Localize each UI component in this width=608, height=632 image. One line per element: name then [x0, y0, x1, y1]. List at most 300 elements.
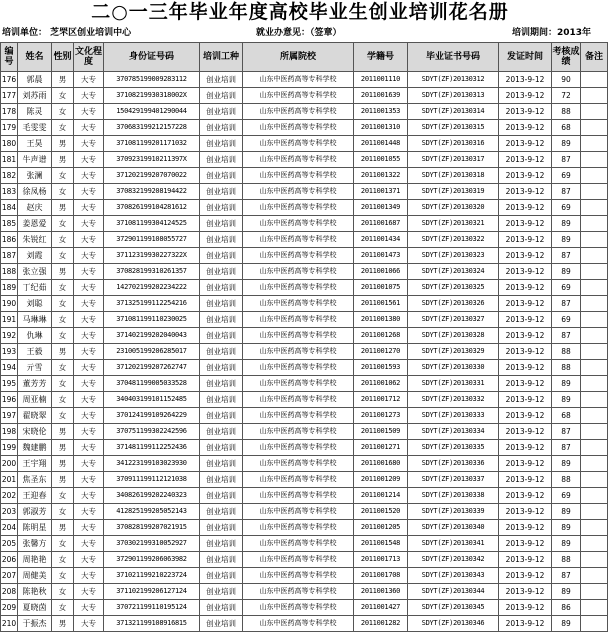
cell-school: 山东中医药高等专科学校: [243, 600, 354, 616]
cell-course: 创业培训: [200, 312, 243, 328]
cell-sex: 女: [52, 168, 74, 184]
cell-name: 翟晓翠: [18, 408, 52, 424]
cell-certificate: SDYT(ZF)20130316: [408, 136, 499, 152]
cell-id-number: 231005199206285017: [104, 344, 200, 360]
cell-issue-date: 2013-9-12: [499, 360, 552, 376]
cell-name: 郭晨: [18, 72, 52, 88]
cell-course: 创业培训: [200, 280, 243, 296]
cell-education: 大专: [74, 504, 104, 520]
table-row: [1, 520, 608, 536]
cell-school: 山东中医药高等专科学校: [243, 88, 354, 104]
cell-no: 191: [1, 312, 18, 328]
cell-sex: 女: [52, 120, 74, 136]
cell-no: 209: [1, 600, 18, 616]
cell-score: 69: [552, 488, 581, 504]
cell-no: 189: [1, 280, 18, 296]
cell-score: 90: [552, 72, 581, 88]
cell-education: 大专: [74, 456, 104, 472]
cell-sex: 女: [52, 600, 74, 616]
cell-sex: 女: [52, 376, 74, 392]
cell-certificate: SDYT(ZF)20130325: [408, 280, 499, 296]
cell-remark: [581, 536, 608, 552]
cell-education: 大专: [74, 232, 104, 248]
cell-score: 68: [552, 120, 581, 136]
cell-no: 176: [1, 72, 18, 88]
cell-certificate: SDYT(ZF)20130329: [408, 344, 499, 360]
cell-remark: [581, 376, 608, 392]
cell-certificate: SDYT(ZF)20130323: [408, 248, 499, 264]
table-row: [1, 248, 608, 264]
cell-issue-date: 2013-9-12: [499, 472, 552, 488]
cell-course: 创业培训: [200, 536, 243, 552]
cell-issue-date: 2013-9-12: [499, 264, 552, 280]
cell-sex: 女: [52, 104, 74, 120]
cell-student-id: 2011001110: [354, 72, 408, 88]
cell-id-number: 340403199101152485: [104, 392, 200, 408]
cell-certificate: SDYT(ZF)20130313: [408, 88, 499, 104]
cell-certificate: SDYT(ZF)20130328: [408, 328, 499, 344]
cell-remark: [581, 344, 608, 360]
cell-student-id: 2011001268: [354, 328, 408, 344]
cell-school: 山东中医药高等专科学校: [243, 232, 354, 248]
cell-school: 山东中医药高等专科学校: [243, 184, 354, 200]
cell-id-number: 370832199208194422: [104, 184, 200, 200]
cell-no: 187: [1, 248, 18, 264]
cell-name: 王毅: [18, 344, 52, 360]
cell-student-id: 2011001639: [354, 88, 408, 104]
cell-education: 大专: [74, 408, 104, 424]
cell-remark: [581, 504, 608, 520]
cell-school: 山东中医药高等专科学校: [243, 200, 354, 216]
cell-name: 陈艳秋: [18, 584, 52, 600]
cell-issue-date: 2013-9-12: [499, 584, 552, 600]
cell-school: 山东中医药高等专科学校: [243, 72, 354, 88]
cell-certificate: SDYT(ZF)20130326: [408, 296, 499, 312]
cell-no: 192: [1, 328, 18, 344]
table-row: [1, 152, 608, 168]
cell-student-id: 2011001214: [354, 488, 408, 504]
cell-certificate: SDYT(ZF)20130336: [408, 456, 499, 472]
cell-no: 194: [1, 360, 18, 376]
cell-education: 大专: [74, 200, 104, 216]
cell-no: 207: [1, 568, 18, 584]
cell-school: 山东中医药高等专科学校: [243, 472, 354, 488]
cell-course: 创业培训: [200, 408, 243, 424]
cell-education: 大专: [74, 424, 104, 440]
cell-course: 创业培训: [200, 520, 243, 536]
cell-sex: 女: [52, 536, 74, 552]
cell-student-id: 2011001360: [354, 584, 408, 600]
cell-id-number: 371202199207070022: [104, 168, 200, 184]
cell-score: 89: [552, 616, 581, 632]
cell-no: 182: [1, 168, 18, 184]
cell-no: 201: [1, 472, 18, 488]
cell-student-id: 2011001322: [354, 168, 408, 184]
cell-course: 创业培训: [200, 360, 243, 376]
cell-certificate: SDYT(ZF)20130334: [408, 424, 499, 440]
cell-id-number: 370683199212157228: [104, 120, 200, 136]
cell-sex: 男: [52, 440, 74, 456]
cell-id-number: 371202199207262747: [104, 360, 200, 376]
cell-score: 69: [552, 280, 581, 296]
cell-student-id: 2011001310: [354, 120, 408, 136]
cell-course: 创业培训: [200, 216, 243, 232]
cell-remark: [581, 392, 608, 408]
cell-sex: 女: [52, 328, 74, 344]
cell-name: 张立强: [18, 264, 52, 280]
cell-score: 86: [552, 600, 581, 616]
cell-course: 创业培训: [200, 152, 243, 168]
cell-no: 181: [1, 152, 18, 168]
cell-name: 陈明星: [18, 520, 52, 536]
cell-name: 王宇翔: [18, 456, 52, 472]
cell-certificate: SDYT(ZF)20130343: [408, 568, 499, 584]
cell-id-number: 340826199202240323: [104, 488, 200, 504]
cell-sex: 女: [52, 584, 74, 600]
cell-certificate: SDYT(ZF)20130345: [408, 600, 499, 616]
cell-issue-date: 2013-9-12: [499, 232, 552, 248]
cell-student-id: 2011001427: [354, 600, 408, 616]
cell-course: 创业培训: [200, 584, 243, 600]
cell-certificate: SDYT(ZF)20130335: [408, 440, 499, 456]
cell-sex: 男: [52, 456, 74, 472]
cell-issue-date: 2013-9-12: [499, 296, 552, 312]
cell-id-number: 371081199201171032: [104, 136, 200, 152]
cell-course: 创业培训: [200, 472, 243, 488]
table-row: [1, 456, 608, 472]
cell-name: 张澜: [18, 168, 52, 184]
cell-course: 创业培训: [200, 200, 243, 216]
cell-no: 203: [1, 504, 18, 520]
table-row: [1, 392, 608, 408]
cell-sex: 男: [52, 72, 74, 88]
cell-school: 山东中医药高等专科学校: [243, 536, 354, 552]
cell-score: 88: [552, 472, 581, 488]
cell-id-number: 37108219930318002X: [104, 88, 200, 104]
cell-course: 创业培训: [200, 552, 243, 568]
cell-remark: [581, 616, 608, 632]
cell-score: 89: [552, 536, 581, 552]
cell-no: 208: [1, 584, 18, 600]
table-row: [1, 616, 608, 632]
cell-education: 大专: [74, 152, 104, 168]
cell-remark: [581, 72, 608, 88]
page-title: 二○一三年毕业年度高校毕业生创业培训花名册: [91, 1, 509, 23]
cell-remark: [581, 168, 608, 184]
cell-certificate: SDYT(ZF)20130344: [408, 584, 499, 600]
table-row: [1, 328, 608, 344]
cell-issue-date: 2013-9-12: [499, 616, 552, 632]
cell-education: 大专: [74, 520, 104, 536]
cell-score: 88: [552, 344, 581, 360]
cell-student-id: 2011001713: [354, 552, 408, 568]
cell-student-id: 2011001353: [354, 104, 408, 120]
cell-id-number: 370751199302242596: [104, 424, 200, 440]
cell-certificate: SDYT(ZF)20130319: [408, 184, 499, 200]
cell-student-id: 2011001066: [354, 264, 408, 280]
cell-id-number: 371081199304124525: [104, 216, 200, 232]
cell-name: 亓雪: [18, 360, 52, 376]
cell-sex: 女: [52, 360, 74, 376]
cell-school: 山东中医药高等专科学校: [243, 440, 354, 456]
col-header-issue-date: 发证时间: [499, 43, 552, 72]
cell-id-number: 372901199206063982: [104, 552, 200, 568]
cell-student-id: 2011001548: [354, 536, 408, 552]
cell-student-id: 2011001687: [354, 216, 408, 232]
col-header-education: 文化程度: [74, 43, 104, 72]
cell-school: 山东中医药高等专科学校: [243, 456, 354, 472]
table-row: [1, 408, 608, 424]
cell-id-number: 37092319910211397X: [104, 152, 200, 168]
cell-course: 创业培训: [200, 424, 243, 440]
cell-remark: [581, 456, 608, 472]
cell-sex: 女: [52, 216, 74, 232]
table-row: [1, 504, 608, 520]
cell-education: 大专: [74, 104, 104, 120]
cell-course: 创业培训: [200, 616, 243, 632]
cell-remark: [581, 312, 608, 328]
cell-score: 69: [552, 312, 581, 328]
cell-certificate: SDYT(ZF)20130321: [408, 216, 499, 232]
cell-id-number: 150429199401290044: [104, 104, 200, 120]
cell-id-number: 370124199109264229: [104, 408, 200, 424]
cell-education: 大专: [74, 568, 104, 584]
cell-no: 178: [1, 104, 18, 120]
cell-score: 69: [552, 168, 581, 184]
cell-school: 山东中医药高等专科学校: [243, 360, 354, 376]
cell-no: 183: [1, 184, 18, 200]
cell-score: 87: [552, 152, 581, 168]
cell-score: 89: [552, 584, 581, 600]
cell-remark: [581, 184, 608, 200]
cell-name: 郭淑芳: [18, 504, 52, 520]
cell-score: 89: [552, 264, 581, 280]
cell-course: 创业培训: [200, 488, 243, 504]
cell-sex: 女: [52, 248, 74, 264]
cell-no: 202: [1, 488, 18, 504]
cell-score: 87: [552, 328, 581, 344]
cell-student-id: 2011001448: [354, 136, 408, 152]
cell-name: 刘聪: [18, 296, 52, 312]
table-row: [1, 184, 608, 200]
cell-name: 陈灵: [18, 104, 52, 120]
table-row: [1, 440, 608, 456]
cell-certificate: SDYT(ZF)20130338: [408, 488, 499, 504]
cell-course: 创业培训: [200, 264, 243, 280]
cell-student-id: 2011001473: [354, 248, 408, 264]
cell-remark: [581, 232, 608, 248]
cell-certificate: SDYT(ZF)20130312: [408, 72, 499, 88]
cell-school: 山东中医药高等专科学校: [243, 568, 354, 584]
cell-sex: 男: [52, 520, 74, 536]
cell-name: 于振杰: [18, 616, 52, 632]
cell-school: 山东中医药高等专科学校: [243, 616, 354, 632]
cell-id-number: 370481199005033528: [104, 376, 200, 392]
cell-name: 仇琳: [18, 328, 52, 344]
cell-education: 大专: [74, 344, 104, 360]
cell-score: 87: [552, 568, 581, 584]
cell-score: 89: [552, 520, 581, 536]
cell-student-id: 2011001380: [354, 312, 408, 328]
cell-sex: 男: [52, 344, 74, 360]
table-row: [1, 424, 608, 440]
table-row: [1, 488, 608, 504]
cell-education: 大专: [74, 584, 104, 600]
cell-education: 大专: [74, 312, 104, 328]
cell-name: 徐凤杨: [18, 184, 52, 200]
cell-issue-date: 2013-9-12: [499, 184, 552, 200]
cell-name: 王昊: [18, 136, 52, 152]
cell-issue-date: 2013-9-12: [499, 520, 552, 536]
table-row: [1, 264, 608, 280]
cell-school: 山东中医药高等专科学校: [243, 136, 354, 152]
cell-issue-date: 2013-9-12: [499, 200, 552, 216]
cell-name: 周艳艳: [18, 552, 52, 568]
cell-education: 大专: [74, 216, 104, 232]
table-row: [1, 296, 608, 312]
cell-id-number: 371402199202040043: [104, 328, 200, 344]
cell-name: 宋晓伦: [18, 424, 52, 440]
table-row: [1, 584, 608, 600]
col-header-no: 编号: [1, 43, 18, 72]
cell-school: 山东中医药高等专科学校: [243, 392, 354, 408]
cell-sex: 女: [52, 408, 74, 424]
cell-certificate: SDYT(ZF)20130342: [408, 552, 499, 568]
cell-no: 190: [1, 296, 18, 312]
cell-name: 周健美: [18, 568, 52, 584]
cell-course: 创业培训: [200, 456, 243, 472]
cell-issue-date: 2013-9-12: [499, 168, 552, 184]
cell-student-id: 2011001062: [354, 376, 408, 392]
cell-issue-date: 2013-9-12: [499, 120, 552, 136]
cell-sex: 女: [52, 568, 74, 584]
table-row: [1, 216, 608, 232]
cell-remark: [581, 568, 608, 584]
cell-certificate: SDYT(ZF)20130339: [408, 504, 499, 520]
cell-id-number: 341223199103023930: [104, 456, 200, 472]
cell-issue-date: 2013-9-12: [499, 536, 552, 552]
training-period-label: 培训期间：2013年: [512, 28, 592, 38]
cell-issue-date: 2013-9-12: [499, 104, 552, 120]
cell-course: 创业培训: [200, 72, 243, 88]
cell-education: 大专: [74, 376, 104, 392]
cell-issue-date: 2013-9-12: [499, 216, 552, 232]
cell-certificate: SDYT(ZF)20130330: [408, 360, 499, 376]
cell-issue-date: 2013-9-12: [499, 568, 552, 584]
cell-course: 创业培训: [200, 600, 243, 616]
cell-id-number: 371321199108916815: [104, 616, 200, 632]
table-header-row: [1, 43, 608, 72]
cell-school: 山东中医药高等专科学校: [243, 280, 354, 296]
cell-sex: 男: [52, 472, 74, 488]
col-header-id-number: 身份证号码: [104, 43, 200, 72]
table-row: [1, 200, 608, 216]
table-row: [1, 280, 608, 296]
cell-school: 山东中医药高等专科学校: [243, 424, 354, 440]
cell-issue-date: 2013-9-12: [499, 72, 552, 88]
cell-remark: [581, 600, 608, 616]
cell-remark: [581, 200, 608, 216]
cell-student-id: 2011001271: [354, 440, 408, 456]
cell-no: 180: [1, 136, 18, 152]
cell-student-id: 2011001434: [354, 232, 408, 248]
cell-score: 87: [552, 424, 581, 440]
cell-remark: [581, 216, 608, 232]
cell-id-number: 370785199009283112: [104, 72, 200, 88]
cell-name: 朱锐红: [18, 232, 52, 248]
col-header-school: 所属院校: [243, 43, 354, 72]
cell-no: 205: [1, 536, 18, 552]
cell-student-id: 2011001509: [354, 424, 408, 440]
cell-student-id: 2011001282: [354, 616, 408, 632]
cell-school: 山东中医药高等专科学校: [243, 168, 354, 184]
cell-remark: [581, 584, 608, 600]
cell-certificate: SDYT(ZF)20130346: [408, 616, 499, 632]
cell-score: 87: [552, 184, 581, 200]
cell-name: 焦圣东: [18, 472, 52, 488]
cell-name: 牛声谱: [18, 152, 52, 168]
cell-education: 大专: [74, 88, 104, 104]
cell-no: 200: [1, 456, 18, 472]
cell-school: 山东中医药高等专科学校: [243, 520, 354, 536]
cell-education: 大专: [74, 616, 104, 632]
cell-course: 创业培训: [200, 504, 243, 520]
cell-no: 210: [1, 616, 18, 632]
table-row: [1, 120, 608, 136]
cell-sex: 女: [52, 488, 74, 504]
cell-school: 山东中医药高等专科学校: [243, 216, 354, 232]
cell-course: 创业培训: [200, 168, 243, 184]
cell-school: 山东中医药高等专科学校: [243, 104, 354, 120]
cell-id-number: 371325199112254216: [104, 296, 200, 312]
cell-issue-date: 2013-9-12: [499, 600, 552, 616]
cell-issue-date: 2013-9-12: [499, 424, 552, 440]
cell-student-id: 2011001270: [354, 344, 408, 360]
cell-education: 大专: [74, 264, 104, 280]
cell-school: 山东中医药高等专科学校: [243, 408, 354, 424]
cell-no: 186: [1, 232, 18, 248]
cell-name: 丁纪茹: [18, 280, 52, 296]
cell-education: 大专: [74, 120, 104, 136]
cell-course: 创业培训: [200, 248, 243, 264]
cell-certificate: SDYT(ZF)20130341: [408, 536, 499, 552]
cell-school: 山东中医药高等专科学校: [243, 152, 354, 168]
cell-course: 创业培训: [200, 296, 243, 312]
table-row: [1, 536, 608, 552]
cell-remark: [581, 136, 608, 152]
table-row: [1, 472, 608, 488]
cell-name: 张馨方: [18, 536, 52, 552]
cell-sex: 女: [52, 296, 74, 312]
cell-sex: 女: [52, 392, 74, 408]
cell-issue-date: 2013-9-12: [499, 136, 552, 152]
cell-school: 山东中医药高等专科学校: [243, 296, 354, 312]
cell-no: 206: [1, 552, 18, 568]
cell-course: 创业培训: [200, 440, 243, 456]
cell-school: 山东中医药高等专科学校: [243, 504, 354, 520]
cell-no: 196: [1, 392, 18, 408]
cell-score: 87: [552, 296, 581, 312]
cell-sex: 女: [52, 184, 74, 200]
cell-remark: [581, 280, 608, 296]
cell-no: 185: [1, 216, 18, 232]
cell-student-id: 2011001205: [354, 520, 408, 536]
cell-no: 193: [1, 344, 18, 360]
table-row: [1, 104, 608, 120]
cell-sex: 男: [52, 264, 74, 280]
cell-score: 88: [552, 552, 581, 568]
cell-name: 马琳琳: [18, 312, 52, 328]
